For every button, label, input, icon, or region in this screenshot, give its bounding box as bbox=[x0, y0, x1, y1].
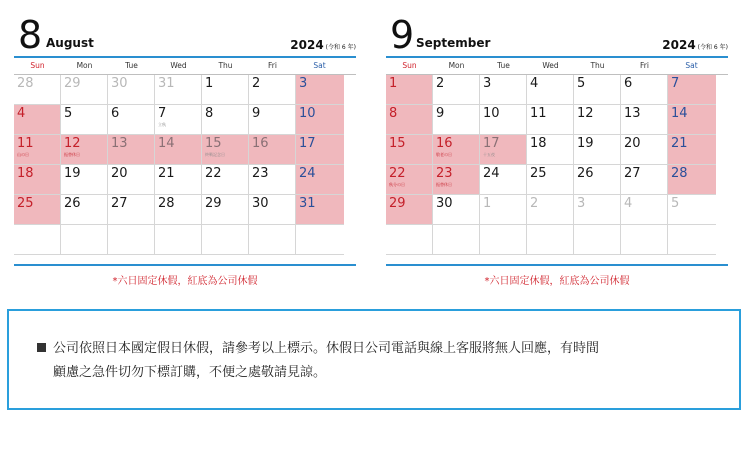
day-cell bbox=[668, 165, 716, 195]
day-number: 4 bbox=[17, 106, 26, 121]
holiday-name: 振替休日 bbox=[64, 152, 80, 157]
day-cell bbox=[527, 105, 574, 135]
day-number: 21 bbox=[158, 166, 175, 181]
day-cell bbox=[621, 165, 668, 195]
holiday-notice-box bbox=[7, 309, 741, 410]
day-cell bbox=[433, 165, 480, 195]
calendar-september bbox=[386, 13, 728, 287]
day-number: 12 bbox=[64, 136, 81, 151]
weekday-header bbox=[14, 58, 356, 75]
month-number: 8 bbox=[18, 13, 42, 57]
day-number: 31 bbox=[299, 196, 316, 211]
day-number: 18 bbox=[17, 166, 34, 181]
day-number: 26 bbox=[577, 166, 594, 181]
calendar-header bbox=[14, 14, 356, 58]
day-cell bbox=[249, 105, 296, 135]
day-number: 1 bbox=[483, 196, 492, 211]
day-cell bbox=[249, 75, 296, 105]
day-cell bbox=[621, 105, 668, 135]
day-cell bbox=[668, 105, 716, 135]
holiday-footnote: *六日固定休假，紅底為公司休假 bbox=[112, 276, 258, 287]
year-label: 2024 (令和 6 年) bbox=[662, 38, 728, 52]
day-cell bbox=[621, 135, 668, 165]
day-number: 13 bbox=[624, 106, 641, 121]
weekday-header bbox=[386, 58, 728, 75]
empty-day-cell bbox=[296, 225, 344, 255]
empty-day-cell bbox=[202, 225, 249, 255]
day-cell bbox=[249, 195, 296, 225]
weekday-tue: Tue bbox=[125, 61, 138, 70]
month-name: August bbox=[46, 36, 94, 50]
day-number: 27 bbox=[111, 196, 128, 211]
day-number: 5 bbox=[64, 106, 73, 121]
day-number: 13 bbox=[111, 136, 128, 151]
day-cell bbox=[480, 105, 527, 135]
weekday-sat: Sat bbox=[313, 61, 326, 70]
era-label: (令和 6 年) bbox=[697, 44, 728, 51]
empty-day-cell bbox=[108, 225, 155, 255]
day-number: 29 bbox=[64, 76, 81, 91]
day-number: 9 bbox=[252, 106, 261, 121]
holiday-footnote: *六日固定休假，紅底為公司休假 bbox=[484, 276, 630, 287]
day-number: 3 bbox=[299, 76, 308, 91]
day-number: 23 bbox=[252, 166, 269, 181]
day-number: 3 bbox=[577, 196, 586, 211]
day-cell bbox=[296, 165, 344, 195]
day-cell bbox=[386, 165, 433, 195]
notice-line-1: 公司依照日本國定假日休假，請參考以上標示。休假日公司電話與線上客服將無人回應，有時間 bbox=[53, 341, 600, 356]
holiday-name: 立秋 bbox=[158, 122, 166, 127]
month-name: September bbox=[416, 36, 491, 50]
day-number: 14 bbox=[671, 106, 688, 121]
weekday-fri: Fri bbox=[640, 61, 649, 70]
day-cell bbox=[155, 105, 202, 135]
day-number: 26 bbox=[64, 196, 81, 211]
day-cell bbox=[668, 195, 716, 225]
day-number: 15 bbox=[389, 136, 406, 151]
empty-day-cell bbox=[574, 225, 621, 255]
day-cell bbox=[480, 165, 527, 195]
day-cell bbox=[155, 135, 202, 165]
day-cell bbox=[296, 135, 344, 165]
day-number: 30 bbox=[436, 196, 453, 211]
day-cell bbox=[14, 105, 61, 135]
calendar-footer bbox=[386, 264, 728, 287]
day-number: 24 bbox=[299, 166, 316, 181]
weekday-sat: Sat bbox=[685, 61, 698, 70]
day-cell bbox=[574, 105, 621, 135]
empty-day-cell bbox=[527, 225, 574, 255]
day-number: 28 bbox=[671, 166, 688, 181]
day-number: 30 bbox=[252, 196, 269, 211]
day-number: 29 bbox=[205, 196, 222, 211]
day-cell bbox=[480, 135, 527, 165]
day-number: 2 bbox=[436, 76, 445, 91]
day-number: 1 bbox=[205, 76, 214, 91]
day-number: 31 bbox=[158, 76, 175, 91]
day-cell bbox=[386, 195, 433, 225]
day-cell bbox=[202, 165, 249, 195]
square-bullet-icon bbox=[37, 343, 46, 352]
calendar-header bbox=[386, 14, 728, 58]
day-number: 5 bbox=[671, 196, 680, 211]
day-cell bbox=[249, 165, 296, 195]
holiday-name: 敬老の日 bbox=[436, 152, 452, 157]
day-number: 25 bbox=[530, 166, 547, 181]
empty-day-cell bbox=[249, 225, 296, 255]
notice-line-2: 顧慮之急件切勿下標訂購，不便之處敬請見諒。 bbox=[53, 365, 327, 380]
day-cell bbox=[108, 195, 155, 225]
calendar-august bbox=[14, 13, 356, 287]
day-cell bbox=[155, 75, 202, 105]
day-number: 1 bbox=[389, 76, 398, 91]
weekday-sun: Sun bbox=[402, 61, 417, 70]
day-number: 7 bbox=[671, 76, 680, 91]
day-cell bbox=[668, 135, 716, 165]
holiday-name: 十五夜 bbox=[483, 152, 495, 157]
day-number: 25 bbox=[17, 196, 34, 211]
day-number: 8 bbox=[389, 106, 398, 121]
day-cell bbox=[202, 135, 249, 165]
day-number: 4 bbox=[624, 196, 633, 211]
empty-day-cell bbox=[621, 225, 668, 255]
day-cell bbox=[386, 105, 433, 135]
empty-day-cell bbox=[155, 225, 202, 255]
day-cell bbox=[108, 135, 155, 165]
weekday-tue: Tue bbox=[497, 61, 510, 70]
day-cell bbox=[61, 105, 108, 135]
day-number: 10 bbox=[483, 106, 500, 121]
empty-day-cell bbox=[668, 225, 716, 255]
day-cell bbox=[433, 135, 480, 165]
day-cell bbox=[574, 75, 621, 105]
empty-day-cell bbox=[14, 225, 61, 255]
empty-day-cell bbox=[61, 225, 108, 255]
day-number: 10 bbox=[299, 106, 316, 121]
day-cell bbox=[480, 195, 527, 225]
holiday-name: 終戦記念日 bbox=[205, 152, 225, 157]
day-number: 9 bbox=[436, 106, 445, 121]
day-cell bbox=[621, 75, 668, 105]
day-cell bbox=[202, 105, 249, 135]
day-cell bbox=[14, 165, 61, 195]
calendar-footer bbox=[14, 264, 356, 287]
day-cell bbox=[433, 75, 480, 105]
weekday-mon: Mon bbox=[448, 61, 465, 70]
day-number: 29 bbox=[389, 196, 406, 211]
day-cell bbox=[61, 75, 108, 105]
day-number: 4 bbox=[530, 76, 539, 91]
day-cell bbox=[480, 75, 527, 105]
empty-day-cell bbox=[433, 225, 480, 255]
day-cell bbox=[386, 75, 433, 105]
day-number: 20 bbox=[111, 166, 128, 181]
weekday-mon: Mon bbox=[76, 61, 93, 70]
day-cell bbox=[527, 195, 574, 225]
day-number: 20 bbox=[624, 136, 641, 151]
day-number: 2 bbox=[530, 196, 539, 211]
day-cell bbox=[61, 165, 108, 195]
day-cell bbox=[433, 195, 480, 225]
day-number: 22 bbox=[389, 166, 406, 181]
empty-day-cell bbox=[480, 225, 527, 255]
day-cell bbox=[61, 195, 108, 225]
day-number: 15 bbox=[205, 136, 222, 151]
holiday-name: 秋分の日 bbox=[389, 182, 405, 187]
day-number: 17 bbox=[483, 136, 500, 151]
day-number: 6 bbox=[111, 106, 120, 121]
day-number: 27 bbox=[624, 166, 641, 181]
day-number: 16 bbox=[436, 136, 453, 151]
day-cell bbox=[296, 105, 344, 135]
day-cell bbox=[296, 75, 344, 105]
day-cell bbox=[527, 135, 574, 165]
day-number: 14 bbox=[158, 136, 175, 151]
day-number: 11 bbox=[530, 106, 547, 121]
day-cell bbox=[108, 75, 155, 105]
day-number: 7 bbox=[158, 106, 167, 121]
day-grid bbox=[386, 75, 728, 255]
notice-text bbox=[37, 337, 719, 385]
day-cell bbox=[621, 195, 668, 225]
day-number: 16 bbox=[252, 136, 269, 151]
day-cell bbox=[668, 75, 716, 105]
day-cell bbox=[296, 195, 344, 225]
era-label: (令和 6 年) bbox=[325, 44, 356, 51]
day-number: 30 bbox=[111, 76, 128, 91]
weekday-thu: Thu bbox=[218, 61, 233, 70]
day-cell bbox=[108, 105, 155, 135]
day-number: 6 bbox=[624, 76, 633, 91]
month-number: 9 bbox=[390, 13, 414, 57]
day-cell bbox=[574, 195, 621, 225]
day-cell bbox=[155, 165, 202, 195]
day-number: 22 bbox=[205, 166, 222, 181]
empty-day-cell bbox=[386, 225, 433, 255]
day-cell bbox=[527, 75, 574, 105]
weekday-thu: Thu bbox=[590, 61, 605, 70]
day-number: 19 bbox=[577, 136, 594, 151]
day-cell bbox=[202, 75, 249, 105]
day-number: 28 bbox=[158, 196, 175, 211]
day-cell bbox=[61, 135, 108, 165]
day-cell bbox=[386, 135, 433, 165]
day-number: 23 bbox=[436, 166, 453, 181]
day-cell bbox=[574, 165, 621, 195]
day-number: 3 bbox=[483, 76, 492, 91]
day-number: 5 bbox=[577, 76, 586, 91]
weekday-sun: Sun bbox=[30, 61, 45, 70]
day-cell bbox=[14, 75, 61, 105]
day-number: 11 bbox=[17, 136, 34, 151]
day-grid bbox=[14, 75, 356, 255]
holiday-name: 振替休日 bbox=[436, 182, 452, 187]
day-number: 28 bbox=[17, 76, 34, 91]
day-number: 24 bbox=[483, 166, 500, 181]
day-number: 8 bbox=[205, 106, 214, 121]
weekday-wed: Wed bbox=[170, 61, 187, 70]
day-number: 2 bbox=[252, 76, 261, 91]
day-number: 12 bbox=[577, 106, 594, 121]
day-cell bbox=[433, 105, 480, 135]
day-number: 19 bbox=[64, 166, 81, 181]
year-label: 2024 (令和 6 年) bbox=[290, 38, 356, 52]
day-number: 21 bbox=[671, 136, 688, 151]
day-cell bbox=[202, 195, 249, 225]
day-cell bbox=[574, 135, 621, 165]
weekday-fri: Fri bbox=[268, 61, 277, 70]
day-number: 17 bbox=[299, 136, 316, 151]
weekday-wed: Wed bbox=[542, 61, 559, 70]
day-cell bbox=[14, 195, 61, 225]
day-cell bbox=[14, 135, 61, 165]
day-cell bbox=[527, 165, 574, 195]
day-cell bbox=[249, 135, 296, 165]
day-cell bbox=[155, 195, 202, 225]
day-cell bbox=[108, 165, 155, 195]
holiday-name: 山の日 bbox=[17, 152, 29, 157]
day-number: 18 bbox=[530, 136, 547, 151]
